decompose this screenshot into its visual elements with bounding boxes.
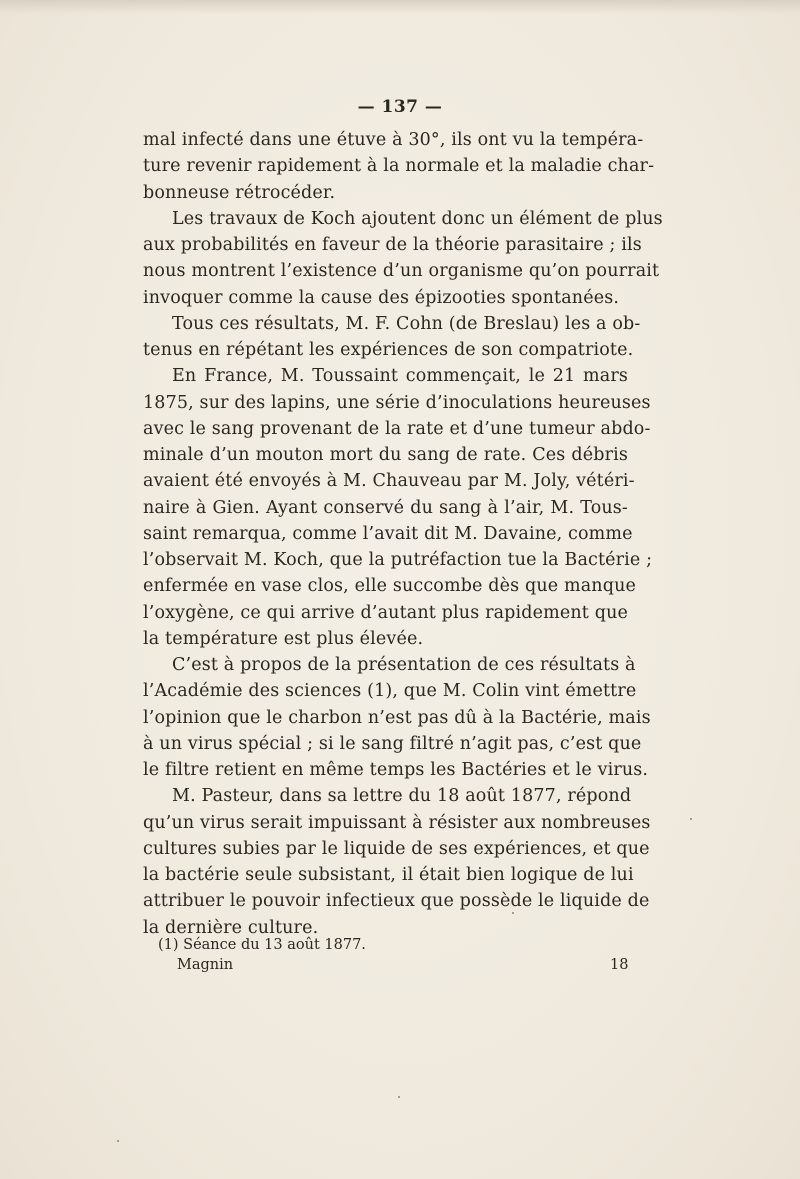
text-line: Les travaux de Koch ajoutent donc un élément de plus (172, 208, 663, 229)
paper-speck (690, 818, 692, 820)
page-edge-shadow (0, 0, 800, 14)
text-line: l’opinion que le charbon n’est pas dû à la Bactérie, mais (143, 707, 651, 728)
text-line: bonneuse rétrocéder. (143, 182, 336, 203)
text-line: nous montrent l’existence d’un organisme qu’on pourrait (143, 261, 660, 282)
text-line: tenus en répétant les expériences de son compatriote. (143, 340, 634, 360)
text-line: En France, M. Toussaint commençait, le 21 mars (172, 366, 628, 387)
text-line: ture revenir rapidement à la normale et la maladie char- (143, 156, 655, 177)
text-line: aux probabilités en faveur de la théorie parasitaire ; ils (143, 235, 642, 255)
paper-speck (117, 1140, 119, 1142)
text-line: Tous ces résultats, M. F. Cohn (de Breslau) les a ob- (172, 313, 641, 334)
text-line: la température est plus élevée. (143, 628, 424, 649)
text-line: à un virus spécial ; si le sang filtré n’agit pas, c’est que (143, 733, 642, 754)
text-line: l’Académie des sciences (1), que M. Colin vint émettre (143, 681, 637, 702)
footnote: (1) Séance du 13 août 1877. (158, 937, 366, 953)
footer-author: Magnin (177, 957, 234, 973)
text-line: la bactérie seule subsistant, il était bien logique de lui (143, 865, 634, 885)
text-line: M. Pasteur, dans sa lettre du 18 août 1877, répond (172, 786, 632, 807)
text-line: naire à Gien. Ayant conservé du sang à l’air, M. Tous- (143, 497, 628, 518)
page-number: — 137 — (357, 97, 443, 117)
text-line: enfermée en vase clos, elle succombe dès que manque (143, 576, 636, 597)
text-line: saint remarqua, comme l’avait dit M. Davaine, comme (143, 523, 633, 544)
text-line: attribuer le pouvoir infectieux que possède le liquide de (143, 891, 650, 912)
text-line: l’observait M. Koch, que la putréfaction tue la Bactérie ; (143, 550, 653, 570)
text-line: mal infecté dans une étuve à 30°, ils ont vu la tempéra- (143, 130, 644, 150)
text-line: le filtre retient en même temps les Bactéries et le virus. (143, 760, 649, 780)
text-line: invoquer comme la cause des épizooties spontanées. (143, 287, 620, 308)
text-line: avaient été envoyés à M. Chauveau par M. Joly, vétéri- (143, 471, 635, 492)
text-line: cultures subies par le liquide de ses expériences, et que (143, 838, 650, 859)
text-line: minale d’un mouton mort du sang de rate. Ces débris (143, 445, 628, 465)
paper-speck (512, 912, 514, 914)
text-line: 1875, sur des lapins, une série d’inoculations heureuses (143, 392, 651, 413)
signature-mark: 18 (610, 957, 629, 973)
text-line: avec le sang provenant de la rate et d’une tumeur abdo- (143, 418, 651, 439)
text-line: la dernière culture. (143, 917, 319, 938)
text-line: C’est à propos de la présentation de ces résultats à (172, 655, 636, 675)
text-line: qu’un virus serait impuissant à résister aux nombreuses (143, 812, 651, 833)
body-text (143, 127, 663, 941)
paper-speck (398, 1096, 400, 1098)
text-line: l’oxygène, ce qui arrive d’autant plus rapidement que (143, 602, 628, 623)
